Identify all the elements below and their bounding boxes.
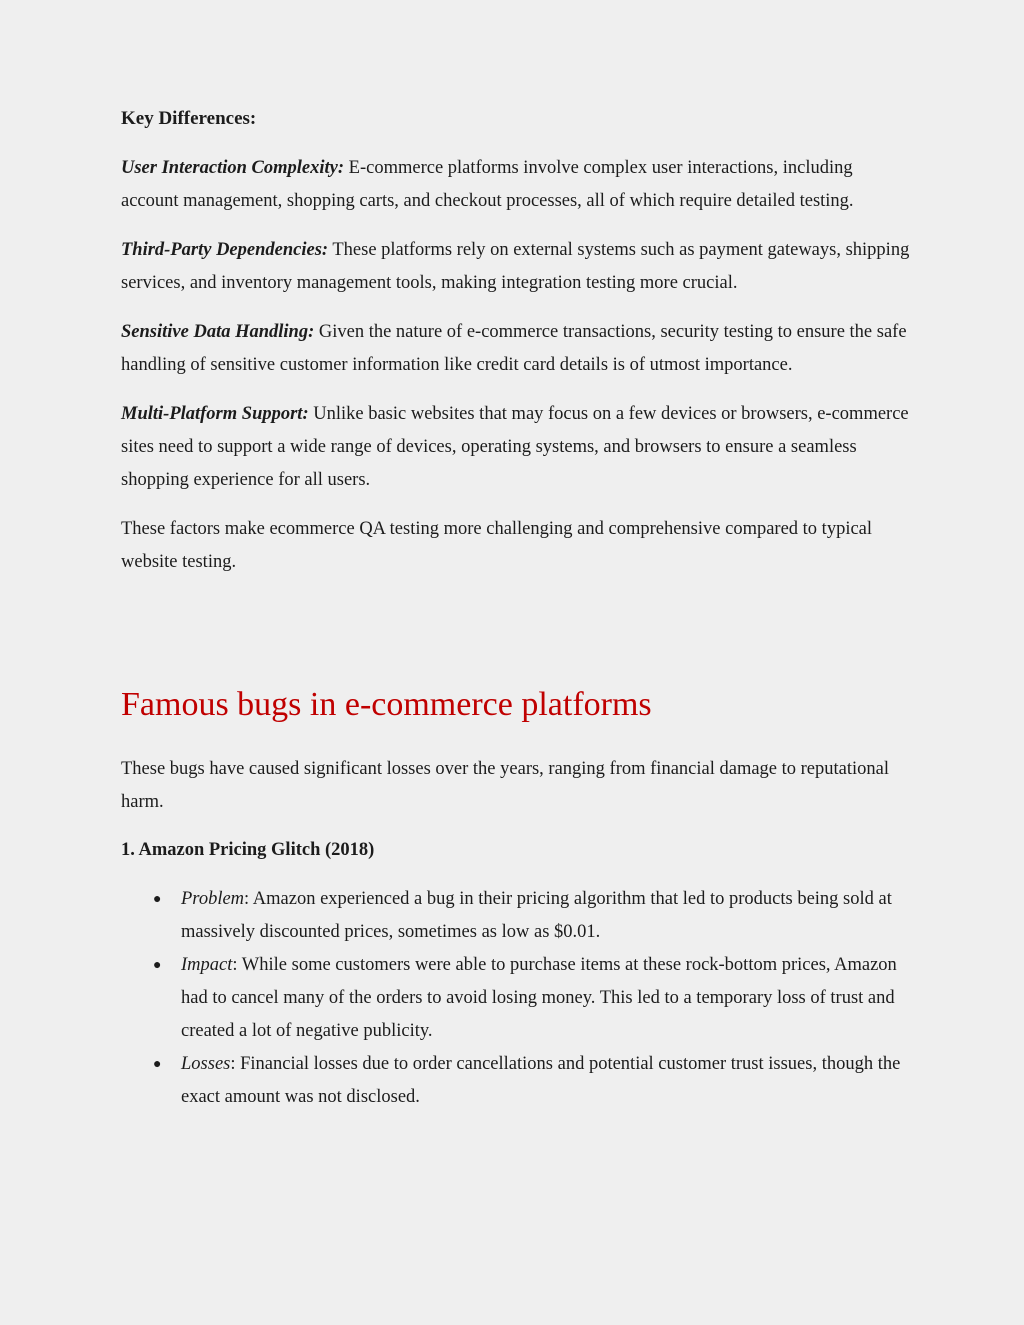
bullet-dot-icon: ● [153,958,162,973]
bullet-losses [153,1048,911,1114]
difference-text: Unlike basic websites that may focus on a few devices or browsers, e-commerce sites need to support a wide range of devices, operating systems, and browsers to ensure a seamless shopping experience for all users. [121,404,909,490]
document-page [121,104,911,1114]
bullet-label: Impact [181,955,233,975]
difference-item-third-party [121,234,911,300]
bullet-text: : While some customers were able to purchase items at these rock-bottom prices, Amazon had to cancel many of the orders to avoid losing money. This led to a temporary loss of trust and created a lot of negative publicity. [181,955,897,1041]
case-bullet-list [121,883,911,1114]
bullet-label: Problem [181,889,245,909]
difference-text: Given the nature of e-commerce transactions, security testing to ensure the safe handling of sensitive customer information like credit card details is of utmost importance. [121,322,907,375]
bullet-text: : Amazon experienced a bug in their pricing algorithm that led to products being sold at massively discounted prices, sometimes as low as $0.01. [181,889,892,942]
bullet-label: Losses [181,1054,231,1074]
difference-term: Sensitive Data Handling: [121,322,315,342]
famous-bugs-heading: Famous bugs in e-commerce platforms [121,686,652,723]
difference-item-multi-platform [121,398,911,497]
bullet-impact [153,949,911,1048]
key-differences-conclusion: These factors make ecommerce QA testing more challenging and comprehensive compared to typical website testing. [121,519,873,572]
bullet-dot-icon: ● [153,892,162,907]
difference-term: Multi-Platform Support: [121,404,309,424]
key-differences-title: Key Differences: [121,108,257,129]
case-title: 1. Amazon Pricing Glitch (2018) [121,840,375,860]
bullet-dot-icon: ● [153,1057,162,1072]
difference-term: Third-Party Dependencies: [121,240,329,260]
difference-term: User Interaction Complexity: [121,158,345,178]
difference-item-user-interaction [121,152,911,218]
famous-bugs-intro: These bugs have caused significant losses over the years, ranging from financial damage to reputational harm. [121,759,890,812]
bullet-text: : Financial losses due to order cancellations and potential customer trust issues, though the exact amount was not disclosed. [181,1054,901,1107]
difference-text: These platforms rely on external systems such as payment gateways, shipping services, and inventory management tools, making integration testing more crucial. [121,240,910,293]
bullet-problem [153,883,911,949]
difference-item-sensitive-data [121,316,911,382]
difference-text: E-commerce platforms involve complex user interactions, including account management, shopping carts, and checkout processes, all of which require detailed testing. [121,158,854,211]
